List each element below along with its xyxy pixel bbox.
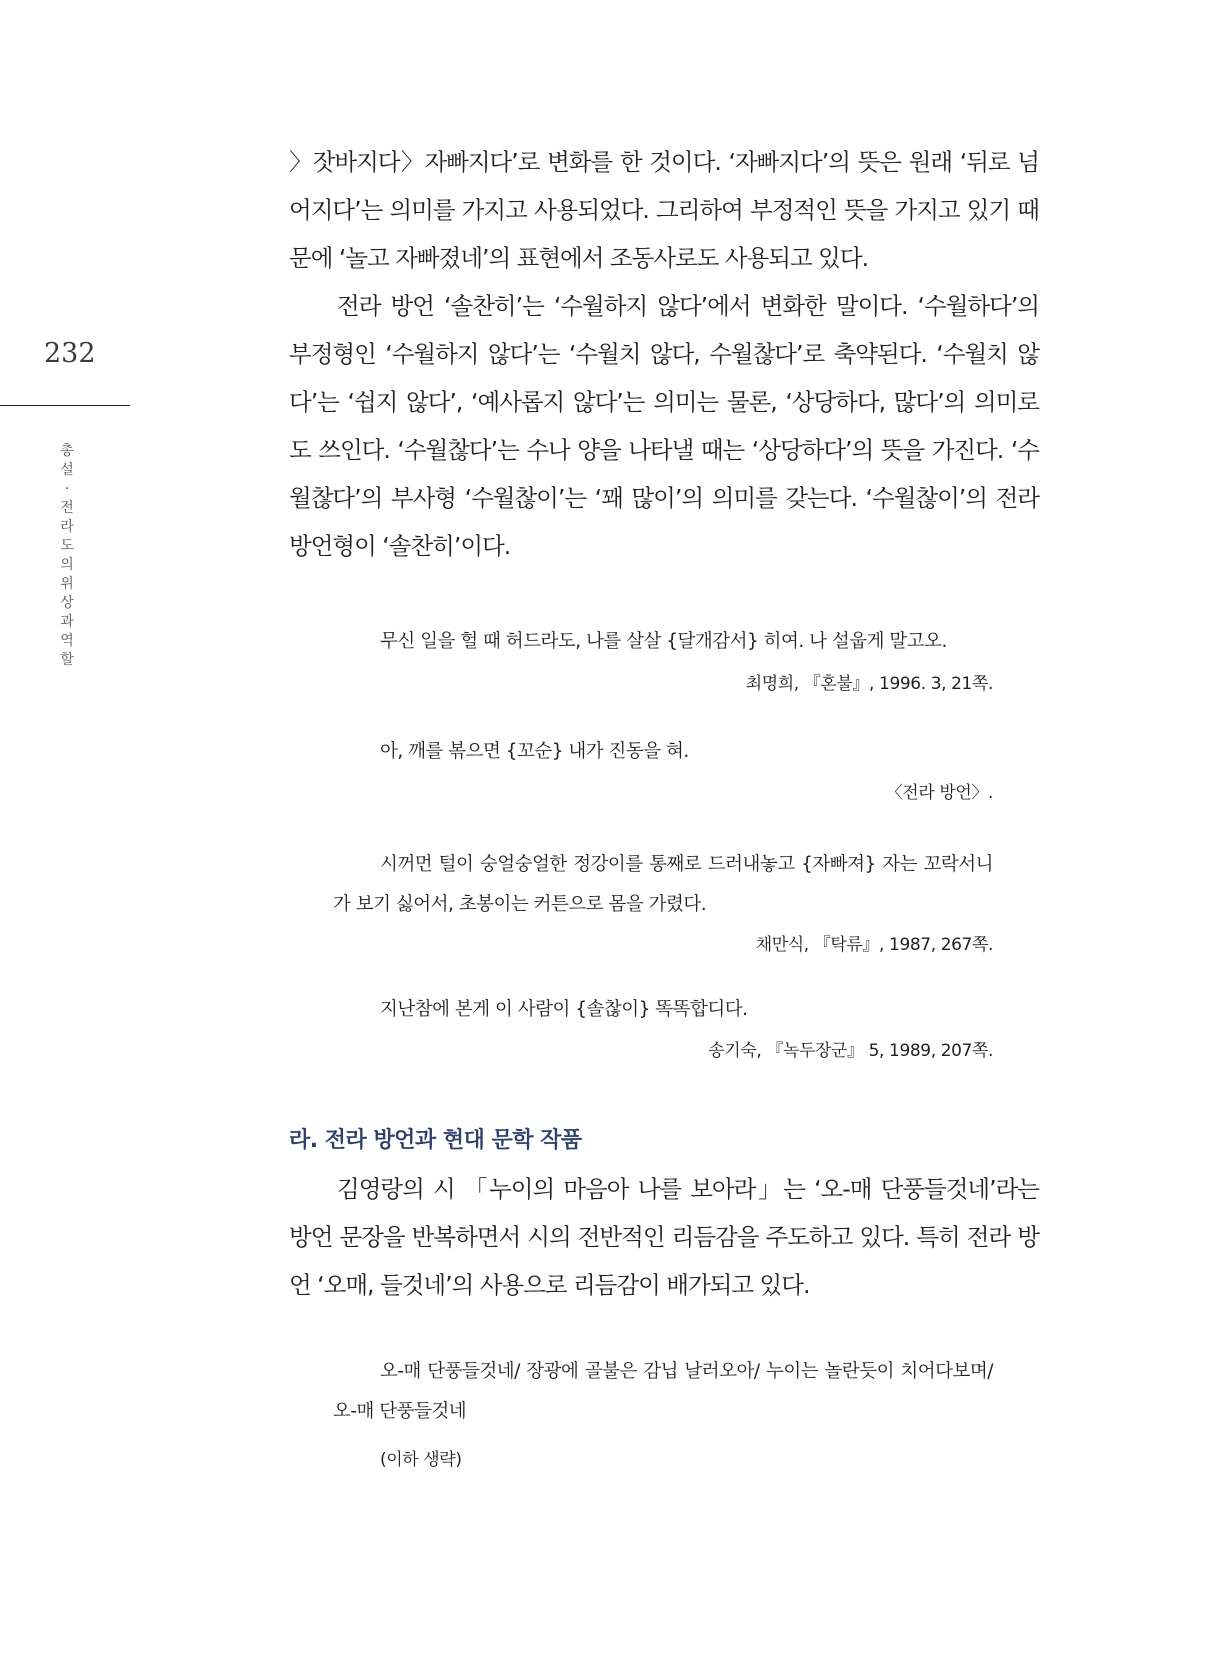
body-paragraph-1: 〉잣바지다〉자빠지다’로 변화를 한 것이다. ‘자빠지다’의 뜻은 원래 ‘뒤로 넘어지다’는 의미를 가지고 사용되었다. 그리하여 부정적인 뜻을 가지고 있기 때문에 ‘놀고 자빠졌네’의 표현에서 조동사로도 사용되고 있다. xyxy=(289,148,1039,272)
body-paragraph-2: 전라 방언 ‘솔찬히’는 ‘수월하지 않다’에서 변화한 말이다. ‘수월하다’의 부정형인 ‘수월하지 않다’는 ‘수월치 않다, 수월찮다’로 축약된다. ‘수월치 않다’는 ‘쉽지 않다’, ‘예사롭지 않다’는 의미는 물론, ‘상당하다, 많다’의 의미로도 쓰인다. ‘수월찮다’는 수나 양을 나타낼 때는 ‘상당하다’의 뜻을 가진다. ‘수월찮다’의 부사형 ‘수월찮이’는 ‘꽤 많이’의 의미를 갖는다. ‘수월찮이’의 전라 방언형이 ‘솔찬히’이다. xyxy=(289,292,1039,560)
quote-1: 무신 일을 헐 때 허드라도, 나를 살살 {달개감서} 히여. 나 설웁게 말고오. xyxy=(380,631,947,652)
quote-1-source: 최명희, 『혼불』, 1996. 3, 21쪽. xyxy=(745,674,993,694)
quote-4: 지난참에 본게 이 사람이 {솔찮이} 똑똑합디다. xyxy=(380,999,748,1020)
running-title: 총설 · 전라도의 위상과 역할 xyxy=(60,443,74,668)
quote-2-source: 〈전라 방언〉. xyxy=(885,783,993,803)
quote-3: 시꺼먼 털이 숭얼숭얼한 정강이를 통째로 드러내놓고 {자빠져} 자는 꼬락서니가 보기 싫어서, 초봉이는 커튼으로 몸을 가렸다. xyxy=(333,854,993,915)
margin-divider xyxy=(0,405,130,406)
quote-4-source: 송기숙, 『녹두장군』 5, 1989, 207쪽. xyxy=(708,1041,993,1061)
body-paragraph-3: 김영랑의 시 「누이의 마음아 나를 보아라」는 ‘오-매 단풍들것네’라는 방언 문장을 반복하면서 시의 전반적인 리듬감을 주도하고 있다. 특히 전라 방언 ‘오매, 들것네’의 사용으로 리듬감이 배가되고 있다. xyxy=(289,1175,1039,1299)
page-number: 232 xyxy=(44,338,96,369)
poem-quote: 오-매 단풍들것네/ 장광에 골불은 감닙 날러오아/ 누이는 놀란듯이 치어다보며/ 오-매 단풍들것네 xyxy=(333,1361,993,1422)
section-heading: 라. 전라 방언과 현대 문학 작품 xyxy=(289,1128,582,1153)
quote-2: 아, 깨를 볶으면 {꼬순} 내가 진동을 혀. xyxy=(380,741,689,762)
quote-3-source: 채만식, 『탁류』, 1987, 267쪽. xyxy=(755,935,993,955)
poem-omission-note: (이하 생략) xyxy=(380,1450,462,1470)
